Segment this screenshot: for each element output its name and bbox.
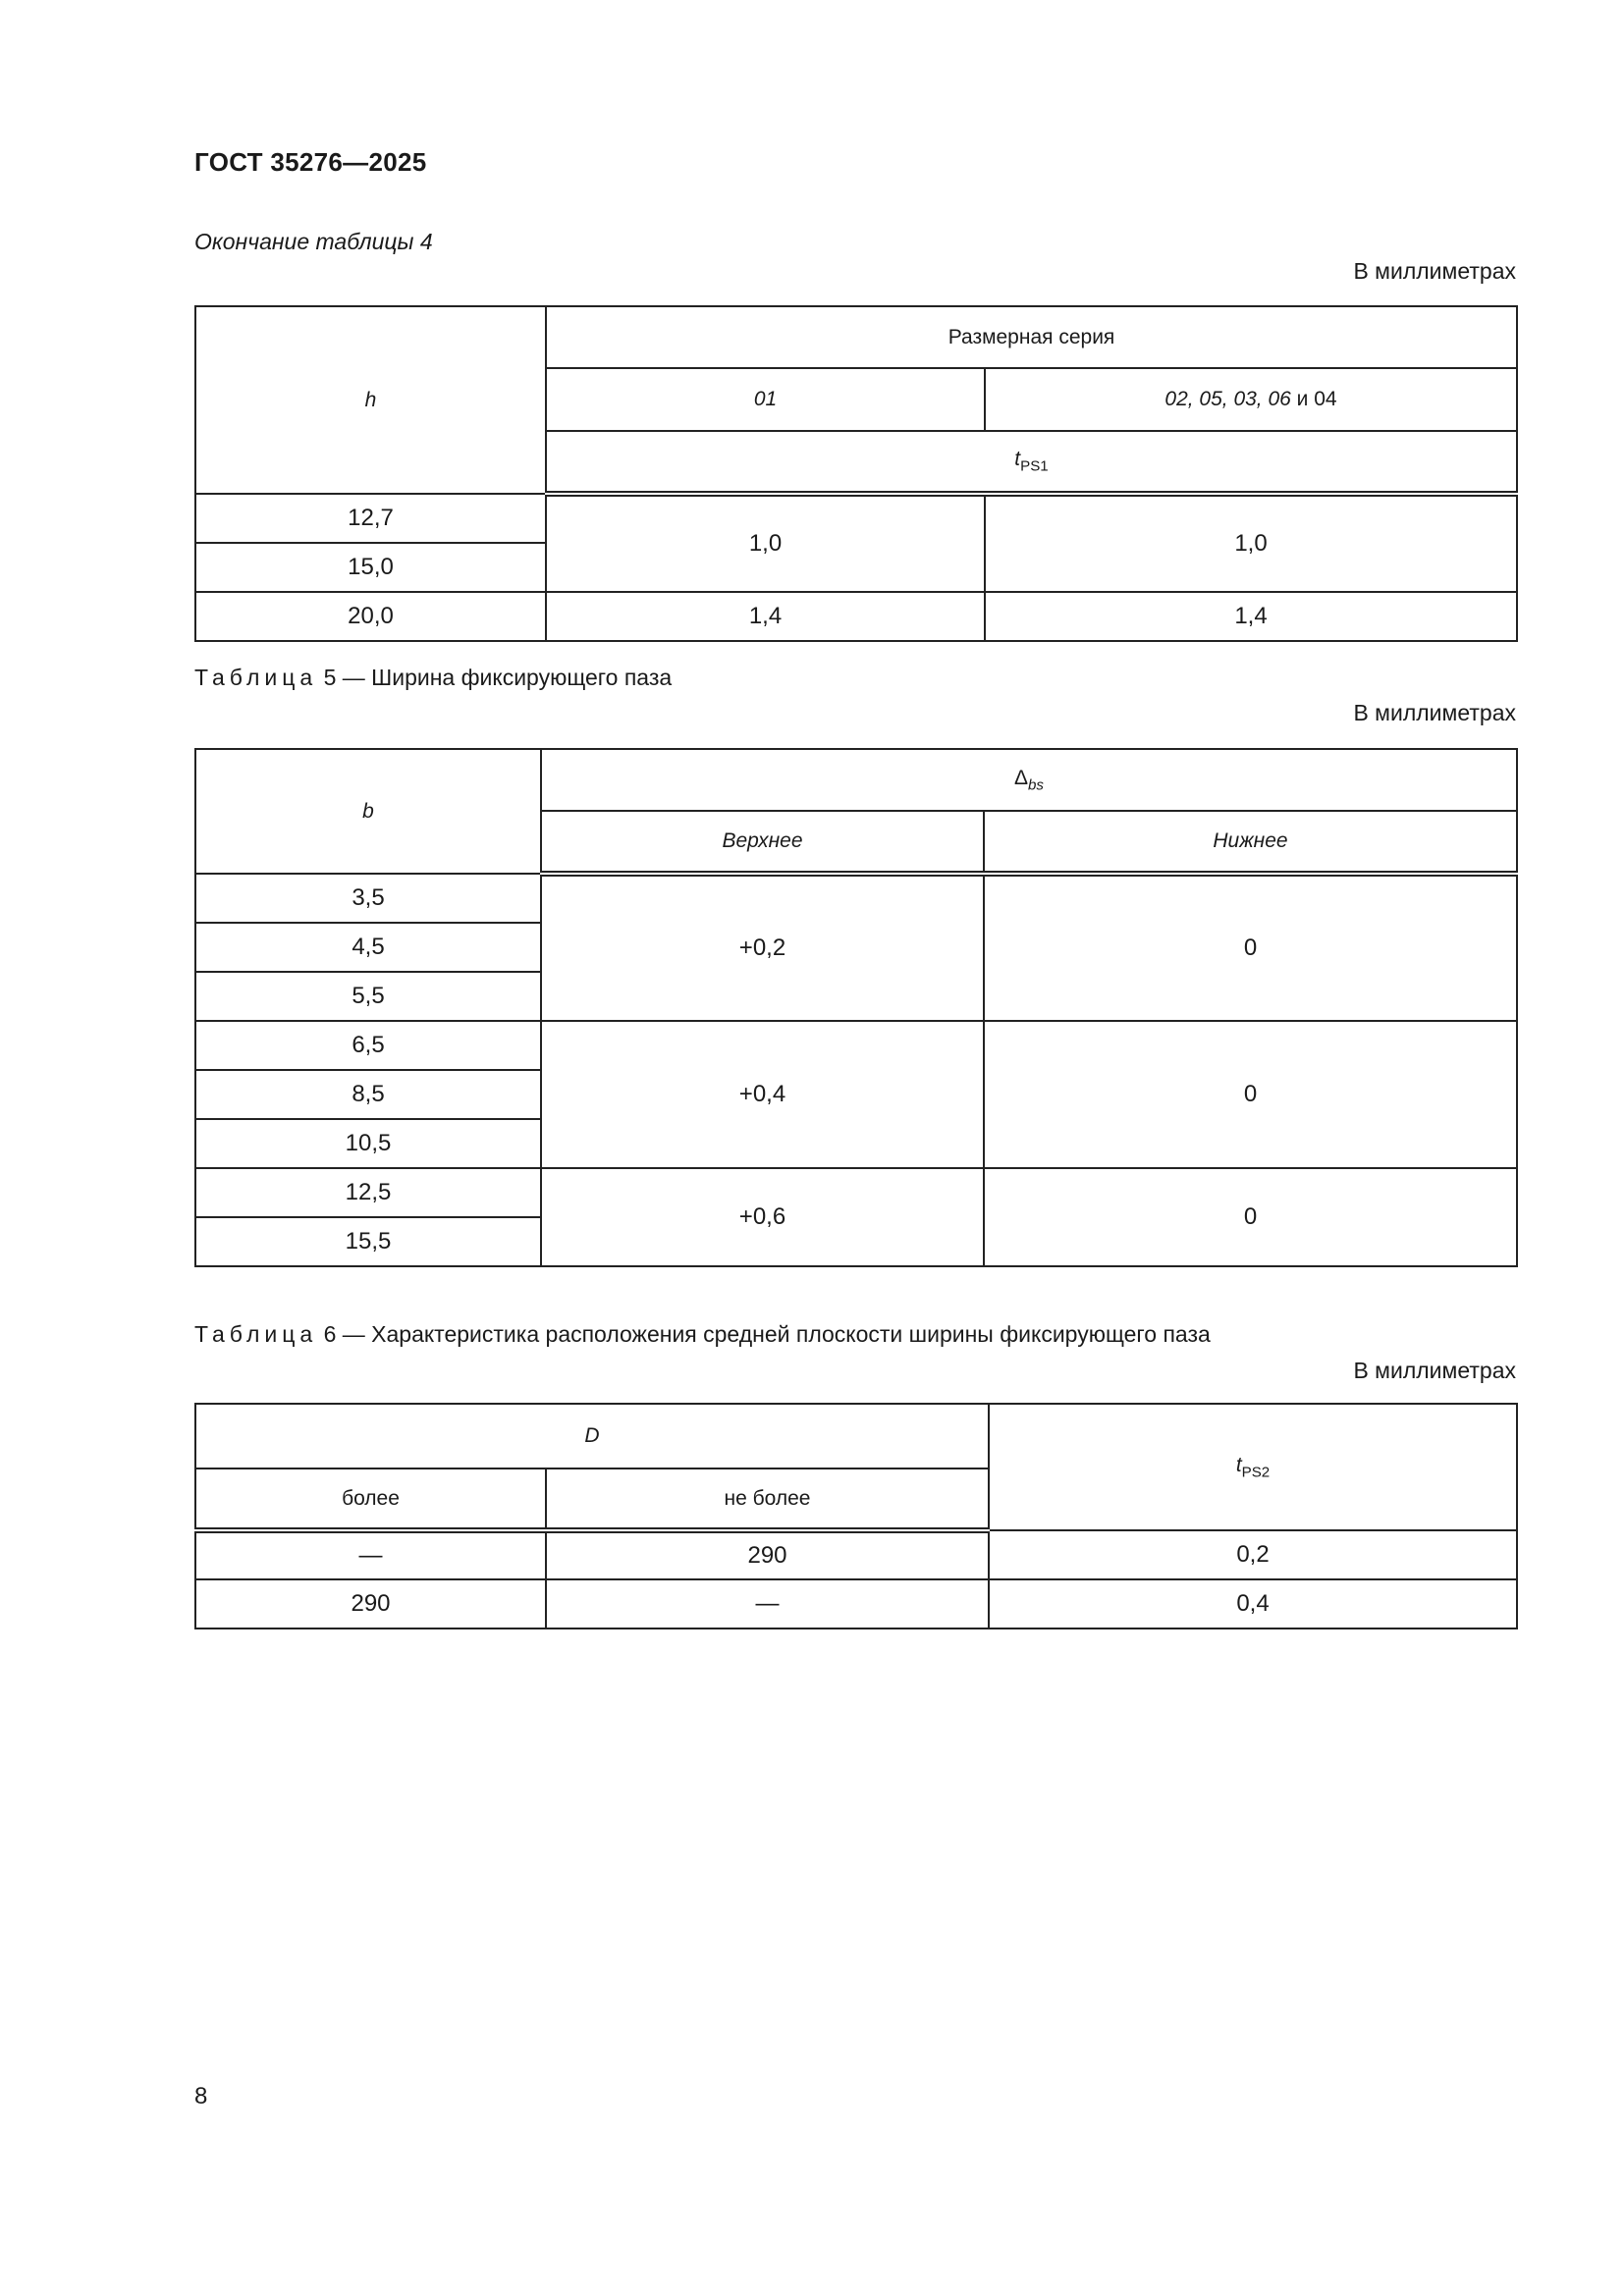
- table5-b-cell: 10,5: [195, 1119, 541, 1168]
- table6-not-more-cell: —: [546, 1579, 989, 1629]
- table5-upper-header: Верхнее: [541, 811, 984, 874]
- table5-caption: [194, 665, 672, 691]
- table-6: [194, 1403, 1518, 1629]
- table5-upper-cell: +0,4: [541, 1021, 984, 1168]
- table4-col-h-header: h: [195, 306, 546, 494]
- table5-lower-cell: 0: [984, 874, 1517, 1021]
- table5-b-cell: 5,5: [195, 972, 541, 1021]
- table5-col-b-header: b: [195, 749, 541, 874]
- table6-not-more-cell: 290: [546, 1530, 989, 1579]
- table5-delta-header: [541, 749, 1517, 811]
- table-5: [194, 748, 1518, 1267]
- table4-series-01: 01: [546, 368, 985, 431]
- table5-upper-cell: +0,2: [541, 874, 984, 1021]
- table4-value-cell: 1,0: [546, 494, 985, 592]
- table4-h-cell: 20,0: [195, 592, 546, 641]
- table5-delta-subscript: bs: [1028, 776, 1044, 794]
- table5-b-cell: 12,5: [195, 1168, 541, 1217]
- table5-lower-cell: 0: [984, 1168, 1517, 1266]
- table4-series-rest-and: и 04: [1290, 388, 1337, 410]
- table4-series-header: Размерная серия: [546, 306, 1517, 368]
- table4-tps1-header: [546, 431, 1517, 494]
- table6-t-cell: 0,2: [989, 1530, 1517, 1579]
- page-number: 8: [194, 2083, 208, 2109]
- table6-t-symbol: t: [1235, 1453, 1242, 1476]
- table4-h-cell: 15,0: [195, 543, 546, 592]
- table5-caption-title: 5 — Ширина фиксирующего паза: [317, 665, 673, 690]
- table6-not-more-header: не более: [546, 1468, 989, 1530]
- document-code: ГОСТ 35276—2025: [194, 147, 427, 177]
- table4-h-cell: 12,7: [195, 494, 546, 543]
- table4-series-rest-numbers: 02, 05, 03, 06: [1164, 388, 1291, 410]
- table5-delta-symbol: Δ: [1014, 766, 1029, 789]
- table5-b-cell: 4,5: [195, 923, 541, 972]
- table5-lower-header: Нижнее: [984, 811, 1517, 874]
- table5-upper-cell: +0,6: [541, 1168, 984, 1266]
- table6-caption-title: 6 — Характеристика расположения средней плоскости ширины фиксирующего паза: [317, 1321, 1211, 1347]
- table6-t-cell: 0,4: [989, 1579, 1517, 1629]
- table5-b-cell: 3,5: [195, 874, 541, 923]
- table5-lower-cell: 0: [984, 1021, 1517, 1168]
- table4-value-cell: 1,4: [985, 592, 1517, 641]
- table5-caption-word: Таблица: [194, 665, 318, 690]
- table5-b-cell: 15,5: [195, 1217, 541, 1266]
- table-4: [194, 305, 1518, 642]
- table6-tps2-header: [989, 1404, 1517, 1530]
- table5-units: В миллиметрах: [1353, 700, 1516, 725]
- table4-t-symbol: t: [1014, 448, 1021, 471]
- table4-continuation-caption: Окончание таблицы 4: [194, 229, 433, 254]
- table6-more-cell: 290: [195, 1579, 546, 1629]
- table6-more-cell: —: [195, 1530, 546, 1579]
- table6-caption: [194, 1321, 1211, 1348]
- table6-more-header: более: [195, 1468, 546, 1530]
- table4-units: В миллиметрах: [1353, 258, 1516, 284]
- table6-t-subscript: PS2: [1241, 1464, 1271, 1481]
- table4-value-cell: 1,4: [546, 592, 985, 641]
- table5-b-cell: 8,5: [195, 1070, 541, 1119]
- table6-caption-word: Таблица: [194, 1321, 318, 1347]
- table4-value-cell: 1,0: [985, 494, 1517, 592]
- table6-col-D-header: D: [195, 1404, 989, 1468]
- table4-t-subscript: PS1: [1020, 457, 1049, 475]
- table6-units: В миллиметрах: [1353, 1358, 1516, 1383]
- table5-b-cell: 6,5: [195, 1021, 541, 1070]
- table4-series-rest: [985, 368, 1517, 431]
